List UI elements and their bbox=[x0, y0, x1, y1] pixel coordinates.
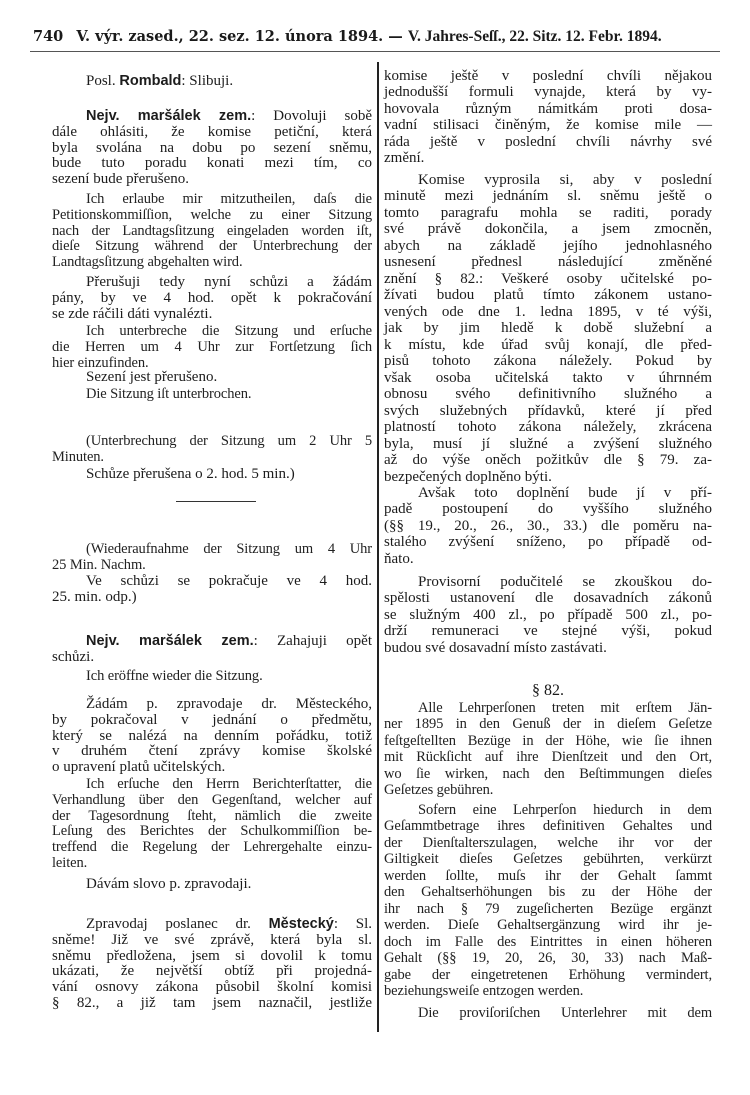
text-line: Sezení jest přerušeno. bbox=[86, 369, 218, 386]
text-line: ukázati, že největší obtíž při projedná- bbox=[52, 963, 372, 980]
czech-paragraph bbox=[52, 109, 372, 187]
speech-text: : Zahajuji opět bbox=[253, 633, 372, 650]
german-paragraph bbox=[52, 387, 372, 403]
text-line: Leſung des Berichtes der Schulkommiſſion be- bbox=[52, 823, 372, 840]
speaker-prefix: Zpravodaj poslanec dr. bbox=[86, 916, 269, 933]
czech-paragraph bbox=[52, 370, 372, 386]
text-line: Schůze přerušena o 2. hod. 5 min.) bbox=[86, 466, 295, 483]
speaker-name: Nejv. maršálek zem. bbox=[86, 633, 254, 650]
czech-paragraph bbox=[52, 917, 372, 1011]
text-line: dále ohlásiti, že komise petiční, která bbox=[52, 123, 372, 140]
text-line: minutě mezi jednáním sl. sněmu ještě o bbox=[384, 188, 712, 205]
text-line bbox=[52, 917, 372, 933]
speech-text: : Sl. bbox=[333, 916, 372, 933]
text-line: budou své dosavadní místo zastávati. bbox=[384, 639, 607, 656]
text-line: werden ſollte, muſs ihr der Gehalt ſammt bbox=[384, 867, 712, 884]
text-line: der Tagesordnung ſteht, nämlich die zweite bbox=[52, 807, 372, 824]
text-line: Landtagsſitzung abgehalten wird. bbox=[52, 253, 243, 270]
speaker-name: Městecký bbox=[268, 916, 334, 933]
text-line: treffend die Regelung der Lehrergehalte einzu- bbox=[52, 838, 372, 855]
text-line bbox=[52, 74, 372, 90]
text-line: Ich unterbreche die Sitzung und erſuche bbox=[86, 323, 372, 340]
text-line: schůzi. bbox=[52, 648, 95, 665]
text-line: Geſetzes gebühren. bbox=[384, 782, 494, 799]
german-paragraph bbox=[384, 700, 712, 799]
speech-text: : Dovoluji sobě bbox=[251, 108, 373, 125]
text-line: Přerušuji tedy nyní schůzi a žádám bbox=[86, 274, 372, 291]
text-line: usnesení přednesl následující změněné bbox=[384, 254, 712, 271]
text-line: který se nalézá na denním pořádku, totiž bbox=[52, 727, 372, 744]
text-line: Geſammtbetrage ihres definitiven Gehaltes und bbox=[384, 818, 712, 835]
text-line: Gehalt (§§ 19, 20, 26, 30, 33) nach Maß- bbox=[384, 950, 712, 967]
speaker-name: Rombald bbox=[119, 73, 182, 90]
german-paragraph bbox=[52, 542, 372, 573]
text-line: Alle Lehrperſonen treten mit erſtem Jän- bbox=[418, 699, 712, 716]
czech-paragraph bbox=[384, 485, 712, 568]
german-paragraph bbox=[52, 777, 372, 871]
czech-paragraph bbox=[384, 574, 712, 657]
section-heading: § 82. bbox=[532, 682, 564, 699]
text-line: dieſe Sitzung während der Unterbrechung der bbox=[52, 238, 372, 255]
header-rule bbox=[30, 51, 720, 52]
czech-paragraph bbox=[384, 172, 712, 486]
text-line: znění § 82.: Veškeré osoby učitelské po- bbox=[384, 270, 712, 287]
text-line: byla svolána na dobu po sezení sněmu, bbox=[52, 139, 372, 156]
text-line: však osoba učitelská takto v úhrnném bbox=[384, 369, 712, 386]
text-line: tomto paragrafu mohla se raditi, porady bbox=[384, 204, 712, 221]
german-paragraph bbox=[52, 192, 372, 270]
text-line: se služným 400 zl., po případě 500 zl., po- bbox=[384, 606, 712, 623]
czech-paragraph bbox=[52, 697, 372, 775]
column-divider bbox=[377, 62, 379, 1032]
czech-paragraph bbox=[52, 74, 372, 90]
text-line bbox=[52, 634, 372, 650]
text-line: k místu, kde úřad svůj konají, dle před- bbox=[384, 336, 712, 353]
text-line: změní. bbox=[384, 150, 425, 167]
text-line: Verhandlung über den Gegenſtand, welcher auf bbox=[52, 791, 372, 808]
text-line: wo ſie wirken, nach den Beſtimmungen dieſes bbox=[384, 765, 712, 782]
czech-paragraph bbox=[52, 877, 372, 893]
german-paragraph bbox=[52, 324, 372, 371]
text-line: své právě dokončila, a jsem zmocněn, bbox=[384, 221, 712, 238]
german-paragraph bbox=[384, 1005, 712, 1022]
text-line: hovovala různým námitkám proti dosa- bbox=[384, 100, 712, 117]
text-line: (§§ 19., 20., 26., 30., 33.) dle poměru na- bbox=[384, 517, 712, 534]
text-line: pány, by ve 4 hod. opět k pokračování bbox=[52, 289, 372, 306]
text-line: Ve schůzi se pokračuje ve 4 hod. bbox=[86, 573, 372, 590]
title-separator: — bbox=[388, 28, 403, 45]
text-line: die Herren um 4 Uhr zur Fortſetzung ſich bbox=[52, 338, 372, 355]
text-line: ner 1895 in den Genuß der in dieſem Geſetze bbox=[384, 716, 712, 733]
text-line: o upravení platů učitelských. bbox=[52, 758, 226, 775]
text-line: Ich erſuche den Herrn Berichterſtatter, die bbox=[86, 776, 372, 793]
text-line: byla, musí jí služné a zvýšení služného bbox=[384, 435, 712, 452]
text-line: 25 Min. Nachm. bbox=[52, 556, 146, 573]
text-line: hier einzufinden. bbox=[52, 354, 149, 371]
text-line: žívati budou platů tímto zákonem ustano- bbox=[384, 287, 712, 304]
text-line: padě postoupení do vyššího služného bbox=[384, 501, 712, 518]
text-line: jak by jim hledě k době služební a bbox=[384, 320, 712, 337]
text-line: v druhém čtení zprávy komise školské bbox=[52, 743, 372, 760]
text-line: leiten. bbox=[52, 854, 88, 871]
text-line: ráda ještě v poslední chvíli návrhy své bbox=[384, 133, 712, 150]
czech-paragraph bbox=[52, 275, 372, 322]
text-line: sezení bude přerušeno. bbox=[52, 170, 190, 187]
text-line: beziehungsweiſe entzogen werden. bbox=[384, 983, 584, 1000]
text-line: (Unterbrechung der Sitzung um 2 Uhr 5 bbox=[86, 433, 372, 450]
german-paragraph bbox=[52, 669, 372, 685]
text-line: 25. min. odp.) bbox=[52, 588, 137, 605]
section-break-rule bbox=[176, 501, 256, 502]
czech-paragraph bbox=[384, 68, 712, 167]
text-line: (Wiederaufnahme der Sitzung um 4 Uhr bbox=[86, 541, 372, 558]
text-line: gabe der eingetretenen Erhöhung vermindert, bbox=[384, 966, 712, 983]
text-line: Avšak toto doplnění bude jí v pří- bbox=[418, 484, 712, 501]
speech-text: : Slibuji. bbox=[181, 73, 234, 90]
text-line: vených ode dne 1. ledna 1895, v té výši, bbox=[384, 303, 712, 320]
text-line: der Dienſtalterszulagen, welche ihr vor der bbox=[384, 834, 712, 851]
text-line: ňato. bbox=[384, 550, 414, 567]
text-line: komise ještě v poslední chvíli nějakou bbox=[384, 67, 712, 84]
text-line: nach der Landtagsſitzung eingeladen worden iſt, bbox=[52, 222, 372, 239]
text-line: Minuten. bbox=[52, 448, 104, 465]
german-running-title: V. Jahres-Seſſ., 22. Sitz. 12. Febr. 1894. bbox=[407, 28, 662, 45]
text-line: vání osnovy zákona působil školní komisi bbox=[52, 978, 372, 995]
text-line: Provisorní podučitelé se zkouškou do- bbox=[418, 573, 712, 590]
text-line: werden. Dieſe Gehaltsergänzung wird ihr je- bbox=[384, 917, 712, 934]
text-line: Die Sitzung iſt unterbrochen. bbox=[86, 386, 252, 403]
text-line: Die proviſoriſchen Unterlehrer mit dem bbox=[418, 1004, 712, 1021]
czech-running-title: V. výr. zased., 22. sez. 12. února 1894. bbox=[76, 28, 384, 45]
czech-paragraph bbox=[52, 634, 372, 665]
text-line: bude tuto poradu konati mezi tím, co bbox=[52, 155, 372, 172]
page-header bbox=[33, 28, 713, 48]
speaker-name: Nejv. maršálek zem. bbox=[86, 108, 252, 125]
text-line: abych na základě jejího jednohlasného bbox=[384, 237, 712, 254]
speaker-prefix: Posl. bbox=[86, 73, 120, 90]
text-line: Dávám slovo p. zpravodaji. bbox=[86, 876, 252, 893]
text-line: Sofern eine Lehrperſon hiedurch in dem bbox=[418, 801, 712, 818]
text-line: až do výše oněch požitkův dle § 79. za- bbox=[384, 452, 712, 469]
czech-paragraph bbox=[52, 574, 372, 605]
text-line: jednodušší formuli vynajde, která by vy- bbox=[384, 84, 712, 101]
text-line: Ich eröffne wieder die Sitzung. bbox=[86, 668, 263, 685]
text-line: pisů tohoto zákona náležely. Pokud by bbox=[384, 353, 712, 370]
text-line: stalého zvýšení sníženo, po případě od- bbox=[384, 534, 712, 551]
text-line: mit Rückſicht auf ihre Dienſtzeit und den Ort, bbox=[384, 749, 712, 766]
text-line: feſtgeſtellten Bezüge in der Höhe, wie ſie ihnen bbox=[384, 732, 712, 749]
german-paragraph bbox=[52, 434, 372, 465]
text-line: Ich erlaube mir mitzutheilen, daſs die bbox=[86, 191, 372, 208]
text-line: obnosu svého definitivního služného a bbox=[384, 386, 712, 403]
text-line: ihr nach § 79 zugeſicherten Bezüge ergänzt bbox=[384, 900, 712, 917]
text-line: doch im Falle des Eintrittes in einen höheren bbox=[384, 933, 712, 950]
text-line: drží remuneraci ve stejné výši, pokud bbox=[384, 623, 712, 640]
text-line: sněme! Již ve své zprávě, která byla sl. bbox=[52, 931, 372, 948]
page-number: 740 bbox=[33, 28, 64, 45]
text-line: § 82., a již tam jsem naznačil, jestliže bbox=[52, 994, 372, 1011]
text-line: vadní stilisaci činěným, že komise mile — bbox=[384, 117, 712, 134]
czech-paragraph bbox=[52, 467, 372, 483]
text-line bbox=[52, 109, 372, 125]
text-line: Petitionskommiſſion, welche zu einer Sitzung bbox=[52, 206, 372, 223]
text-line: by pokračoval v jednání o předmětu, bbox=[52, 711, 372, 728]
text-line: spělosti ustanovení dle dosavadních zákonů bbox=[384, 590, 712, 607]
text-line: Giltigkeit dieſes Geſetzes gebührten, verkürzt bbox=[384, 851, 712, 868]
german-paragraph bbox=[384, 802, 712, 1000]
text-line: den Gehaltserhöhungen bis zu der Höhe der bbox=[384, 884, 712, 901]
text-line: sněmu předložena, jsem si dovolil k tomu bbox=[52, 947, 372, 964]
text-line: bezpečených doplněno býti. bbox=[384, 468, 552, 485]
text-line: se zde ráčili dáti vynalézti. bbox=[52, 305, 213, 322]
text-line: Komise vyprosila si, aby v poslední bbox=[418, 171, 712, 188]
text-line: platností tohoto zákona náležely, zkrácena bbox=[384, 419, 712, 436]
text-line: Žádám p. zpravodaje dr. Městeckého, bbox=[86, 696, 372, 713]
text-line: svých služebných přídavků, které jí před bbox=[384, 402, 712, 419]
